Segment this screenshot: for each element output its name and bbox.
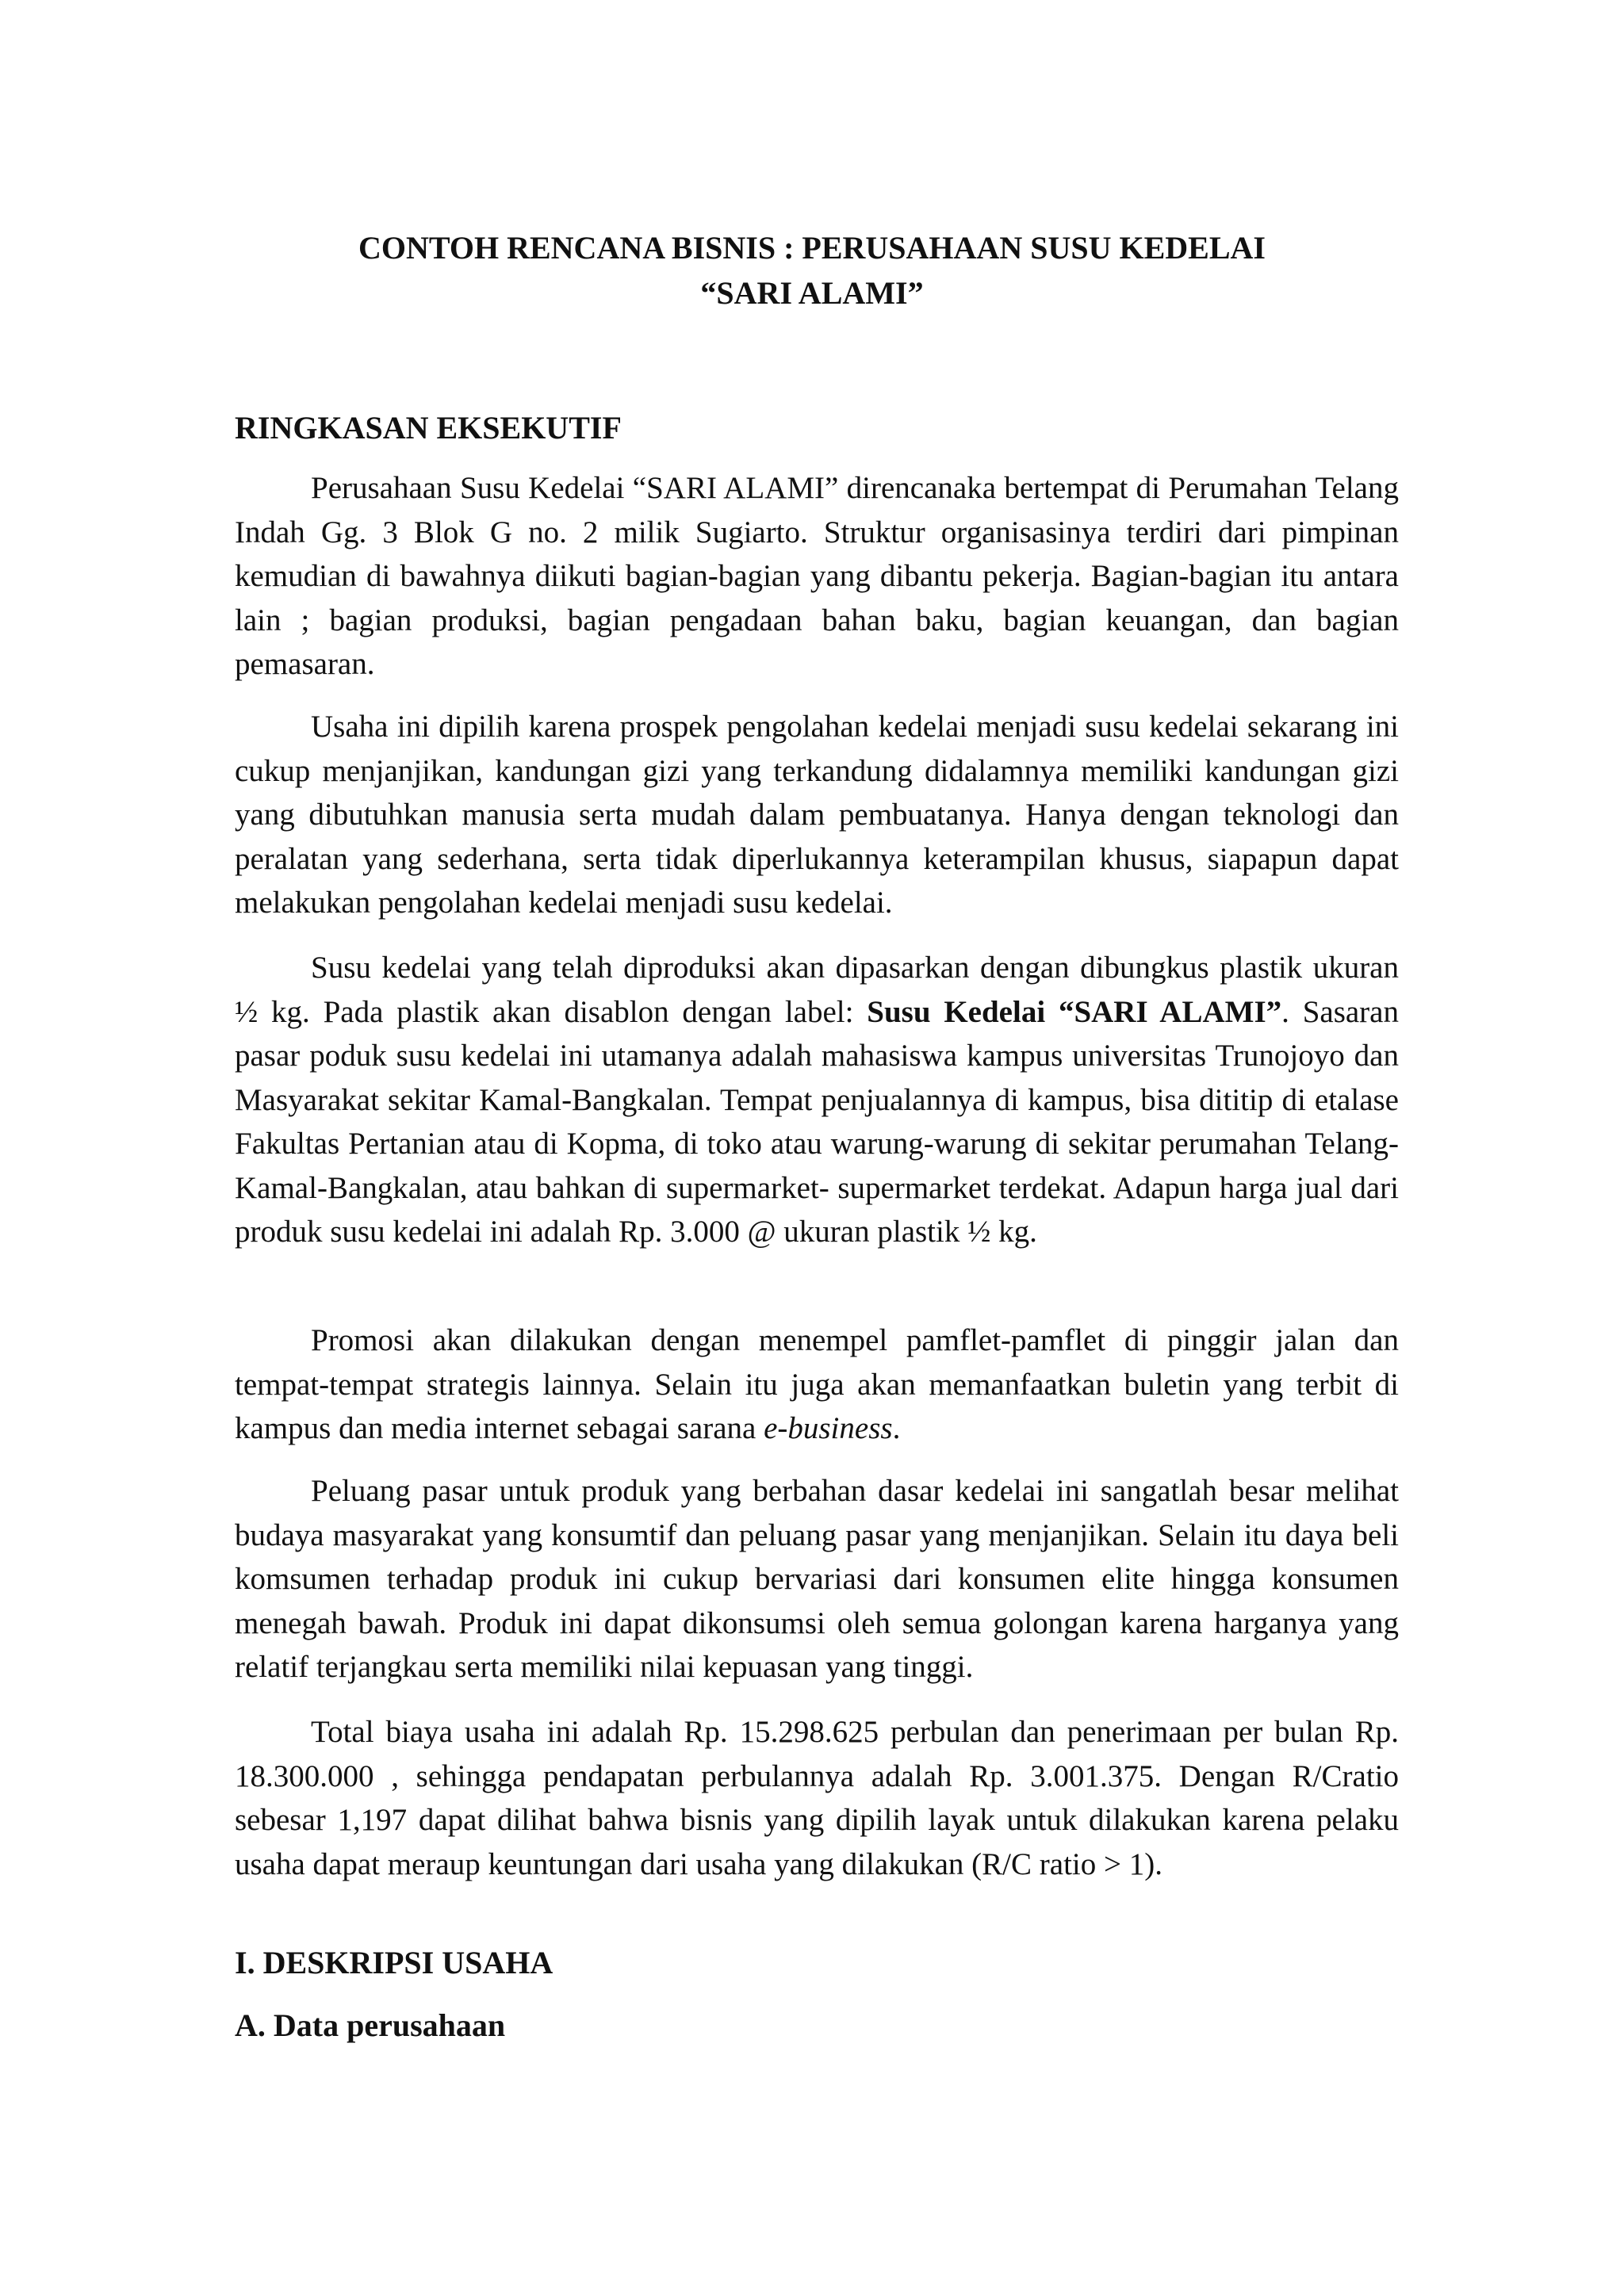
paragraph-market-opportunity: Peluang pasar untuk produk yang berbahan dasar kedelai ini sangatlah besar melihat budaya masyarakat yang konsumtif dan peluang pasar yang menjanjikan. Selain itu daya beli komsumen terhadap produk ini cukup bervariasi dari konsumen elite hingga konsumen menegah bawah. Produk ini dapat dikonsumsi oleh semua golongan karena harganya yang relatif terjangkau serta memiliki nilai kepuasan yang tinggi.: [235, 1474, 1399, 1684]
product-label-bold: Susu Kedelai “SARI ALAMI”: [867, 994, 1282, 1029]
paragraph-promotion: [235, 1318, 1399, 1451]
paragraph-product-marketing: [235, 946, 1399, 1254]
paragraph-text: Promosi akan dilakukan dengan menempel pamflet-pamflet di pinggir jalan dan tempat-tempat strategis lainnya. Selain itu juga akan memanfaatkan buletin yang terbit di kampus dan media internet sebagai sarana: [235, 1323, 1399, 1445]
section-heading-ringkasan-eksekutif: RINGKASAN EKSEKUTIF: [235, 410, 622, 446]
paragraph-text: . Sasaran pasar poduk susu kedelai ini utamanya adalah mahasiswa kampus universitas Trunojoyo dan Masyarakat sekitar Kamal-Bangkalan. Tempat penjualannya di kampus, bisa dititip di etalase Fakultas Pertanian atau di Kopma, di toko atau warung-warung di sekitar perumahan Telang-Kamal-Bangkalan, atau bahkan di supermarket- supermarket terdekat. Adapun harga jual dari produk susu kedelai ini adalah Rp. 3.000 @ ukuran plastik ½ kg.: [235, 994, 1399, 1249]
document-title-line-2: “SARI ALAMI”: [700, 275, 924, 311]
subsection-heading-data-perusahaan: A. Data perusahaan: [235, 2007, 506, 2043]
paragraph-text: Susu kedelai yang telah diproduksi akan dipasarkan dengan dibungkus plastik ukuran ½ kg. Pada plastik akan disablon dengan label:: [235, 951, 1399, 1029]
paragraph-company-location: Perusahaan Susu Kedelai “SARI ALAMI” direncanaka bertempat di Perumahan Telang Indah Gg. 3 Blok G no. 2 milik Sugiarto. Struktur organisasinya terdiri dari pimpinan kemudian di bawahnya diikuti bagian-bagian yang dibantu pekerja. Bagian-bagian itu antara lain ; bagian produksi, bagian pengadaan bahan baku, bagian keuangan, dan bagian pemasaran.: [235, 471, 1399, 681]
paragraph-text: .: [892, 1411, 901, 1445]
document-title-line-1: CONTOH RENCANA BISNIS : PERUSAHAAN SUSU KEDELAI: [358, 230, 1266, 266]
paragraph-business-reason: Usaha ini dipilih karena prospek pengolahan kedelai menjadi susu kedelai sekarang ini cukup menjanjikan, kandungan gizi yang terkandung didalamnya memiliki kandungan gizi yang dibutuhkan manusia serta mudah dalam pembuatanya. Hanya dengan teknologi dan peralatan yang sederhana, serta tidak diperlukannya keterampilan khusus, siapapun dapat melakukan pengolahan kedelai menjadi susu kedelai.: [235, 710, 1399, 920]
e-business-italic: e-business: [764, 1411, 893, 1445]
section-heading-deskripsi-usaha: I. DESKRIPSI USAHA: [235, 1945, 553, 1980]
paragraph-total-cost: Total biaya usaha ini adalah Rp. 15.298.625 perbulan dan penerimaan per bulan Rp. 18.300.000 , sehingga pendapatan perbulannya adalah Rp. 3.001.375. Dengan R/Cratio sebesar 1,197 dapat dilihat bahwa bisnis yang dipilih layak untuk dilakukan karena pelaku usaha dapat meraup keuntungan dari usaha yang dilakukan (R/C ratio > 1).: [235, 1715, 1399, 1881]
